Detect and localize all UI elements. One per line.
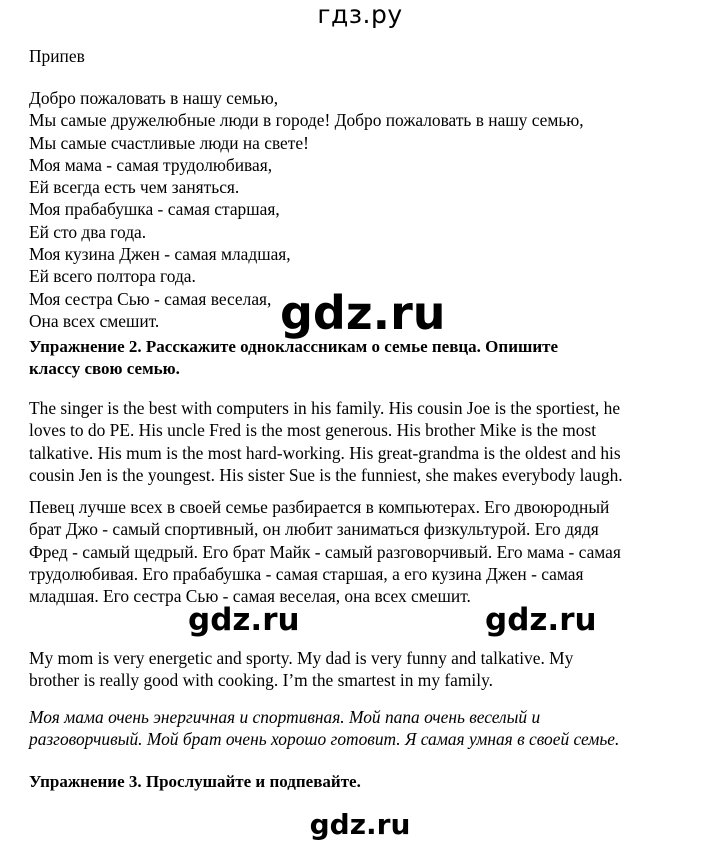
watermark-mid-right: gdz.ru [485,602,597,638]
own-family-line: brother is really good with cooking. I’m the smartest in my family. [29,670,493,691]
own-family-translation-line: разговорчивый. Мой брат очень хорошо готовит. Я самая умная в своей семье. [29,729,620,750]
verse-line: Она всех смешит. [29,310,160,331]
watermark-bottom: gdz.ru [309,808,411,841]
verse-line: Ей всего полтора года. [29,266,196,287]
verse-line: Моя прабабушка - самая старшая, [29,199,280,220]
verse-line: Добро пожаловать в нашу семью, [29,88,279,108]
exercise3-title-text: Упражнение 3. Прослушайте и подпевайте. [29,772,361,791]
watermark-mid-left: gdz.ru [188,602,300,638]
own-family-translation [29,706,709,751]
verse-line: Мы самые дружелюбные люди в городе! Добро пожаловать в нашу семью, [29,110,584,131]
verse-line: Моя кузина Джен - самая младшая, [29,244,291,265]
russian-line: младшая. Его сестра Сью - самая веселая, она всех смешит. [29,586,471,607]
watermark-big: gdz.ru [280,286,446,340]
english-line: loves to do PE. His uncle Fred is the most generous. His brother Mike is the most [29,420,597,441]
verse-line: Ей сто два года. [29,221,147,242]
watermark-top: гдз.ру [317,0,403,29]
exercise2-title [29,336,709,381]
own-family-line: My mom is very energetic and sporty. My dad is very funny and talkative. My [29,648,574,668]
verse-line: Мы самые счастливые люди на свете! [29,132,309,153]
russian-line: Фред - самый щедрый. Его брат Майк - самый разговорчивый. Его мама - самая [29,541,621,562]
english-line: talkative. His mum is the most hard-working. His great-grandma is the oldest and his [29,442,621,463]
exercise3-title [29,771,709,793]
verse-line: Моя мама - самая трудолюбивая, [29,154,273,175]
singer-family-russian [29,496,709,607]
own-family-english [29,647,709,692]
singer-family-english [29,397,709,486]
chorus-heading-text: Припев [29,46,85,66]
own-family-translation-line: Моя мама очень энергичная и спортивная. Мой папа очень веселый и [29,707,541,727]
chorus-heading [29,45,709,67]
exercise2-title-line: Упражнение 2. Расскажите одноклассникам о семье певца. Опишите [29,337,559,356]
russian-line: Певец лучше всех в своей семье разбирается в компьютерах. Его двоюродный [29,497,610,517]
verse-line: Ей всегда есть чем заняться. [29,177,240,198]
russian-line: трудолюбивая. Его прабабушка - самая старшая, а его кузина Джен - самая [29,563,584,584]
exercise2-title-line: классу свою семью. [29,359,180,379]
russian-line: брат Джо - самый спортивный, он любит заниматься физкультурой. Его дядя [29,519,599,540]
english-line: cousin Jen is the youngest. His sister Sue is the funniest, she makes everybody laugh. [29,464,623,485]
english-line: The singer is the best with computers in his family. His cousin Joe is the sportiest, he [29,398,621,418]
verse-line: Моя сестра Сью - самая веселая, [29,288,272,309]
